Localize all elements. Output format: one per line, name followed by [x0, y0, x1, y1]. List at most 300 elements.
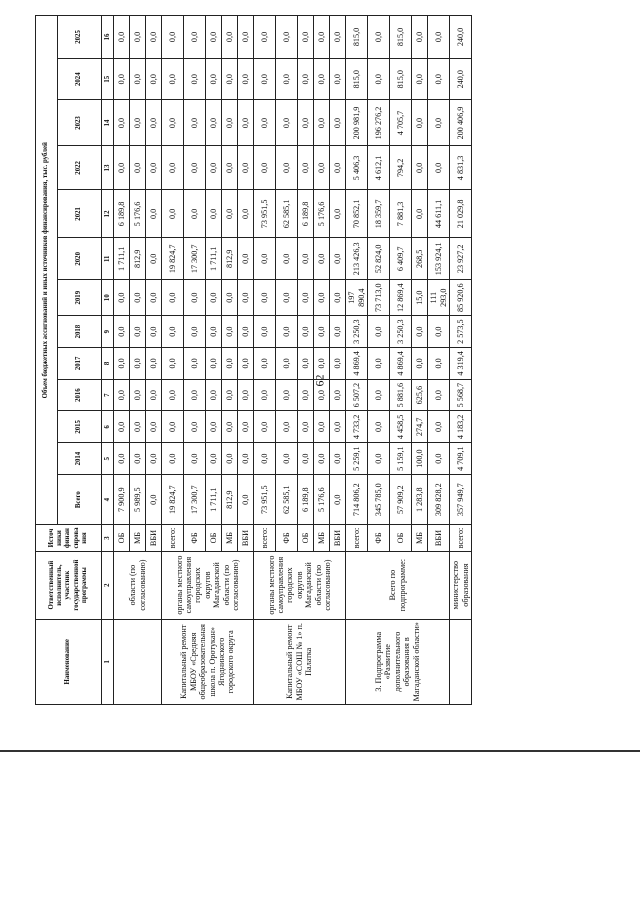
- value-cell: 0,0: [222, 280, 238, 316]
- row-source: ФБ: [368, 525, 390, 551]
- value-cell: 0,0: [238, 280, 254, 316]
- value-cell: 0,0: [162, 16, 184, 59]
- value-cell: 0,0: [412, 100, 428, 146]
- value-cell: 0,0: [222, 411, 238, 443]
- value-cell: 17 300,7: [184, 475, 206, 525]
- value-cell: 0,0: [130, 146, 146, 190]
- value-cell: 12 869,4: [390, 280, 412, 316]
- value-cell: 0,0: [114, 280, 130, 316]
- row-name: [450, 619, 472, 704]
- value-cell: 309 828,2: [428, 475, 450, 525]
- value-cell: 0,0: [298, 316, 314, 348]
- value-cell: 196 276,2: [368, 100, 390, 146]
- value-cell: 0,0: [222, 100, 238, 146]
- value-cell: 0,0: [314, 146, 330, 190]
- header-year-2017: 2017: [58, 348, 102, 380]
- value-cell: 44 611,1: [428, 190, 450, 238]
- value-cell: 0,0: [184, 16, 206, 59]
- column-number: 12: [102, 190, 114, 238]
- value-cell: 0,0: [184, 316, 206, 348]
- value-cell: 0,0: [298, 379, 314, 411]
- value-cell: 0,0: [238, 411, 254, 443]
- value-cell: 0,0: [314, 280, 330, 316]
- value-cell: 0,0: [330, 475, 346, 525]
- value-cell: 0,0: [298, 146, 314, 190]
- value-cell: 0,0: [206, 58, 222, 100]
- table-row: [346, 16, 368, 705]
- value-cell: 1 711,1: [114, 238, 130, 280]
- column-number: 11: [102, 238, 114, 280]
- value-cell: 0,0: [428, 316, 450, 348]
- value-cell: 6 189,8: [114, 190, 130, 238]
- value-cell: 0,0: [314, 316, 330, 348]
- value-cell: 0,0: [238, 238, 254, 280]
- value-cell: 100,0: [412, 443, 428, 475]
- value-cell: 0,0: [298, 100, 314, 146]
- row-source: ОБ: [298, 525, 314, 551]
- column-number: 2: [102, 551, 114, 619]
- value-cell: 0,0: [146, 238, 162, 280]
- row-source: ВБИ: [330, 525, 346, 551]
- value-cell: 0,0: [368, 16, 390, 59]
- value-cell: 0,0: [428, 100, 450, 146]
- value-cell: 0,0: [222, 379, 238, 411]
- value-cell: 0,0: [184, 280, 206, 316]
- value-cell: 21 029,8: [450, 190, 472, 238]
- column-number: 6: [102, 411, 114, 443]
- funding-table: [35, 15, 472, 705]
- value-cell: 0,0: [254, 146, 276, 190]
- value-cell: 0,0: [114, 348, 130, 380]
- value-cell: 213 426,3: [346, 238, 368, 280]
- value-cell: 0,0: [314, 443, 330, 475]
- value-cell: 0,0: [330, 280, 346, 316]
- row-executor: области (по согласованию): [114, 551, 162, 619]
- value-cell: 0,0: [162, 280, 184, 316]
- value-cell: 200 406,9: [450, 100, 472, 146]
- value-cell: 6 409,7: [390, 238, 412, 280]
- value-cell: 0,0: [130, 100, 146, 146]
- row-source: ВБИ: [238, 525, 254, 551]
- header-year-2019: 2019: [58, 280, 102, 316]
- value-cell: 15,0: [412, 280, 428, 316]
- value-cell: 0,0: [276, 100, 298, 146]
- value-cell: 7 900,9: [114, 475, 130, 525]
- value-cell: 2 573,5: [450, 316, 472, 348]
- value-cell: 0,0: [206, 146, 222, 190]
- column-number: 13: [102, 146, 114, 190]
- row-name: Капитальный ремонт МБОУ «Средняя общеобразовательная школа п. Оротукан» Ягоднинского городского округа: [162, 619, 254, 704]
- value-cell: 0,0: [130, 348, 146, 380]
- value-cell: 5 176,6: [314, 475, 330, 525]
- value-cell: 7 881,3: [390, 190, 412, 238]
- value-cell: 0,0: [206, 316, 222, 348]
- value-cell: 0,0: [276, 443, 298, 475]
- value-cell: 0,0: [428, 146, 450, 190]
- value-cell: 0,0: [314, 348, 330, 380]
- value-cell: 111 293,0: [428, 280, 450, 316]
- value-cell: 0,0: [206, 443, 222, 475]
- row-name: Капитальный ремонт МБОУ «СОШ № 1» п. Палатка: [254, 619, 346, 704]
- column-number: 16: [102, 16, 114, 59]
- header-year-2015: 2015: [58, 411, 102, 443]
- value-cell: 274,7: [412, 411, 428, 443]
- value-cell: 0,0: [206, 379, 222, 411]
- value-cell: 0,0: [254, 16, 276, 59]
- table-row: [162, 16, 184, 705]
- table-row: [254, 16, 276, 705]
- value-cell: 0,0: [184, 379, 206, 411]
- value-cell: 0,0: [162, 348, 184, 380]
- value-cell: 0,0: [184, 190, 206, 238]
- row-source: ФБ: [184, 525, 206, 551]
- value-cell: 240,0: [450, 58, 472, 100]
- value-cell: 815,0: [390, 16, 412, 59]
- value-cell: 714 806,2: [346, 475, 368, 525]
- header-year-2025: 2025: [58, 16, 102, 59]
- value-cell: 1 711,1: [206, 238, 222, 280]
- value-cell: 197 890,4: [346, 280, 368, 316]
- value-cell: 85 920,6: [450, 280, 472, 316]
- value-cell: 0,0: [428, 379, 450, 411]
- value-cell: 18 359,7: [368, 190, 390, 238]
- value-cell: 0,0: [162, 379, 184, 411]
- value-cell: 0,0: [146, 443, 162, 475]
- value-cell: 0,0: [114, 379, 130, 411]
- value-cell: 0,0: [206, 100, 222, 146]
- value-cell: 625,6: [412, 379, 428, 411]
- value-cell: 57 909,2: [390, 475, 412, 525]
- value-cell: 5 176,6: [130, 190, 146, 238]
- value-cell: 0,0: [254, 443, 276, 475]
- value-cell: 815,0: [390, 58, 412, 100]
- value-cell: 0,0: [276, 411, 298, 443]
- value-cell: 0,0: [184, 348, 206, 380]
- value-cell: 0,0: [298, 348, 314, 380]
- value-cell: 0,0: [114, 100, 130, 146]
- value-cell: 0,0: [368, 379, 390, 411]
- value-cell: 0,0: [330, 100, 346, 146]
- value-cell: 4 458,5: [390, 411, 412, 443]
- value-cell: 4 869,4: [346, 348, 368, 380]
- value-cell: 0,0: [222, 58, 238, 100]
- value-cell: 0,0: [428, 443, 450, 475]
- value-cell: 0,0: [298, 238, 314, 280]
- value-cell: 0,0: [238, 146, 254, 190]
- horizontal-rule: [0, 750, 640, 752]
- row-source: ОБ: [114, 525, 130, 551]
- value-cell: 5 259,1: [346, 443, 368, 475]
- value-cell: 0,0: [206, 411, 222, 443]
- value-cell: 0,0: [114, 443, 130, 475]
- value-cell: 0,0: [130, 316, 146, 348]
- value-cell: 0,0: [276, 146, 298, 190]
- column-number: 3: [102, 525, 114, 551]
- value-cell: 0,0: [330, 443, 346, 475]
- value-cell: 0,0: [254, 100, 276, 146]
- row-source: МБ: [412, 525, 428, 551]
- row-source: всего:: [162, 525, 184, 551]
- value-cell: 0,0: [238, 348, 254, 380]
- value-cell: 0,0: [368, 411, 390, 443]
- value-cell: 0,0: [276, 238, 298, 280]
- value-cell: 5 989,5: [130, 475, 146, 525]
- value-cell: 0,0: [412, 146, 428, 190]
- value-cell: 0,0: [206, 190, 222, 238]
- value-cell: 0,0: [276, 316, 298, 348]
- column-number: 5: [102, 443, 114, 475]
- row-source: всего:: [346, 525, 368, 551]
- value-cell: 268,5: [412, 238, 428, 280]
- page-number: 62: [312, 374, 327, 387]
- row-source: всего:: [450, 525, 472, 551]
- value-cell: 0,0: [330, 379, 346, 411]
- value-cell: 6 507,2: [346, 379, 368, 411]
- header-year-2014: 2014: [58, 443, 102, 475]
- value-cell: 0,0: [114, 16, 130, 59]
- row-name: [114, 619, 162, 704]
- value-cell: 0,0: [412, 58, 428, 100]
- value-cell: 0,0: [254, 411, 276, 443]
- value-cell: 0,0: [428, 348, 450, 380]
- value-cell: 0,0: [330, 411, 346, 443]
- value-cell: 794,2: [390, 146, 412, 190]
- value-cell: 0,0: [330, 190, 346, 238]
- value-cell: 0,0: [222, 443, 238, 475]
- value-cell: 3 250,3: [390, 316, 412, 348]
- rotated-table-wrapper: [35, 15, 472, 705]
- value-cell: 0,0: [222, 16, 238, 59]
- value-cell: 0,0: [162, 146, 184, 190]
- value-cell: 0,0: [276, 16, 298, 59]
- value-cell: 0,0: [412, 316, 428, 348]
- header-year-2023: 2023: [58, 100, 102, 146]
- value-cell: 812,9: [222, 475, 238, 525]
- value-cell: 0,0: [254, 58, 276, 100]
- value-cell: 5 176,6: [314, 190, 330, 238]
- value-cell: 4 183,2: [450, 411, 472, 443]
- value-cell: 4 612,1: [368, 146, 390, 190]
- value-cell: 19 824,7: [162, 475, 184, 525]
- value-cell: 4 831,3: [450, 146, 472, 190]
- value-cell: 0,0: [162, 190, 184, 238]
- value-cell: 0,0: [330, 316, 346, 348]
- column-number: 1: [102, 619, 114, 704]
- value-cell: 0,0: [254, 316, 276, 348]
- header-funding-title: Объем бюджетных ассигнований и иных источников финансирования, тыс. рублей: [36, 16, 58, 525]
- value-cell: 70 852,1: [346, 190, 368, 238]
- value-cell: 0,0: [162, 443, 184, 475]
- header-year-total: Всего: [58, 475, 102, 525]
- value-cell: 4 705,7: [390, 100, 412, 146]
- table-body: [102, 16, 472, 705]
- value-cell: 0,0: [162, 100, 184, 146]
- row-source: ВБИ: [428, 525, 450, 551]
- value-cell: 0,0: [412, 348, 428, 380]
- value-cell: 0,0: [412, 190, 428, 238]
- value-cell: 0,0: [330, 58, 346, 100]
- value-cell: 4 869,4: [390, 348, 412, 380]
- row-executor: Всего по подпрограмме:: [346, 551, 450, 619]
- value-cell: 4 709,1: [450, 443, 472, 475]
- value-cell: 0,0: [130, 16, 146, 59]
- value-cell: 0,0: [146, 316, 162, 348]
- value-cell: 0,0: [184, 411, 206, 443]
- value-cell: 0,0: [314, 58, 330, 100]
- header-year-2022: 2022: [58, 146, 102, 190]
- value-cell: 0,0: [254, 379, 276, 411]
- value-cell: 19 824,7: [162, 238, 184, 280]
- value-cell: 0,0: [330, 146, 346, 190]
- value-cell: 0,0: [184, 146, 206, 190]
- value-cell: 5 881,6: [390, 379, 412, 411]
- value-cell: 345 785,0: [368, 475, 390, 525]
- value-cell: 4 319,4: [450, 348, 472, 380]
- header-year-2016: 2016: [58, 379, 102, 411]
- row-source: МБ: [130, 525, 146, 551]
- column-number: 10: [102, 280, 114, 316]
- value-cell: 62 585,1: [276, 190, 298, 238]
- header-executor: Ответственный исполнитель, участник государственной программы: [36, 551, 102, 619]
- value-cell: 1 283,8: [412, 475, 428, 525]
- value-cell: 0,0: [146, 100, 162, 146]
- value-cell: 0,0: [298, 443, 314, 475]
- value-cell: 0,0: [162, 316, 184, 348]
- value-cell: 0,0: [114, 58, 130, 100]
- value-cell: 0,0: [238, 100, 254, 146]
- value-cell: 6 189,8: [298, 190, 314, 238]
- value-cell: 0,0: [114, 316, 130, 348]
- row-executor: органы местного самоуправления городских округов Магаданской области (по согласованию): [162, 551, 254, 619]
- value-cell: 0,0: [254, 348, 276, 380]
- column-number: 4: [102, 475, 114, 525]
- value-cell: 0,0: [146, 411, 162, 443]
- value-cell: 0,0: [130, 379, 146, 411]
- value-cell: 0,0: [130, 443, 146, 475]
- value-cell: 4 733,2: [346, 411, 368, 443]
- value-cell: 0,0: [162, 411, 184, 443]
- row-executor: органы местного самоуправления городских округов Магаданской области (по согласованию): [254, 551, 346, 619]
- value-cell: 0,0: [314, 411, 330, 443]
- value-cell: 0,0: [238, 475, 254, 525]
- header-source: Источники финансирования: [36, 525, 102, 551]
- value-cell: 23 927,2: [450, 238, 472, 280]
- value-cell: 0,0: [314, 100, 330, 146]
- header-year-2021: 2021: [58, 190, 102, 238]
- value-cell: 0,0: [222, 190, 238, 238]
- value-cell: 0,0: [276, 348, 298, 380]
- value-cell: 200 981,9: [346, 100, 368, 146]
- value-cell: 0,0: [428, 411, 450, 443]
- value-cell: 5 406,3: [346, 146, 368, 190]
- column-number: 7: [102, 379, 114, 411]
- row-source: МБ: [222, 525, 238, 551]
- value-cell: 0,0: [254, 280, 276, 316]
- value-cell: 0,0: [368, 58, 390, 100]
- value-cell: 0,0: [428, 16, 450, 59]
- value-cell: 62 585,1: [276, 475, 298, 525]
- value-cell: 0,0: [238, 316, 254, 348]
- value-cell: 0,0: [276, 379, 298, 411]
- value-cell: 0,0: [114, 411, 130, 443]
- header-year-2020: 2020: [58, 238, 102, 280]
- value-cell: 0,0: [184, 58, 206, 100]
- value-cell: 0,0: [184, 100, 206, 146]
- value-cell: 0,0: [184, 443, 206, 475]
- value-cell: 815,0: [346, 16, 368, 59]
- row-source: ФБ: [276, 525, 298, 551]
- value-cell: 0,0: [330, 238, 346, 280]
- row-source: ОБ: [206, 525, 222, 551]
- value-cell: 153 924,1: [428, 238, 450, 280]
- row-source: ВБИ: [146, 525, 162, 551]
- value-cell: 6 189,8: [298, 475, 314, 525]
- value-cell: 0,0: [146, 379, 162, 411]
- value-cell: 0,0: [162, 58, 184, 100]
- value-cell: 815,0: [346, 58, 368, 100]
- value-cell: 0,0: [222, 348, 238, 380]
- value-cell: 52 824,0: [368, 238, 390, 280]
- value-cell: 0,0: [146, 58, 162, 100]
- value-cell: 17 300,7: [184, 238, 206, 280]
- value-cell: 0,0: [238, 16, 254, 59]
- row-source: ОБ: [390, 525, 412, 551]
- value-cell: 0,0: [254, 238, 276, 280]
- value-cell: 0,0: [412, 16, 428, 59]
- value-cell: 0,0: [368, 443, 390, 475]
- value-cell: 0,0: [130, 280, 146, 316]
- row-source: МБ: [314, 525, 330, 551]
- table-row: [114, 16, 130, 705]
- value-cell: 0,0: [298, 411, 314, 443]
- row-source: всего:: [254, 525, 276, 551]
- header-year-2018: 2018: [58, 316, 102, 348]
- value-cell: 812,9: [222, 238, 238, 280]
- value-cell: 0,0: [146, 190, 162, 238]
- value-cell: 0,0: [368, 348, 390, 380]
- value-cell: 5 159,1: [390, 443, 412, 475]
- value-cell: 0,0: [276, 280, 298, 316]
- value-cell: 0,0: [238, 379, 254, 411]
- column-number: 15: [102, 58, 114, 100]
- value-cell: 0,0: [114, 146, 130, 190]
- value-cell: 0,0: [238, 190, 254, 238]
- value-cell: 0,0: [298, 58, 314, 100]
- value-cell: 0,0: [206, 280, 222, 316]
- value-cell: 73 951,5: [254, 190, 276, 238]
- value-cell: 0,0: [330, 16, 346, 59]
- value-cell: 0,0: [130, 58, 146, 100]
- value-cell: 0,0: [314, 16, 330, 59]
- column-number: 8: [102, 348, 114, 380]
- row-executor: министерство образования: [450, 551, 472, 619]
- value-cell: 0,0: [368, 316, 390, 348]
- value-cell: 0,0: [314, 379, 330, 411]
- value-cell: 357 949,7: [450, 475, 472, 525]
- value-cell: 0,0: [238, 58, 254, 100]
- value-cell: 0,0: [206, 16, 222, 59]
- value-cell: 73 713,0: [368, 280, 390, 316]
- value-cell: 0,0: [146, 475, 162, 525]
- value-cell: 812,9: [130, 238, 146, 280]
- value-cell: 0,0: [276, 58, 298, 100]
- value-cell: 0,0: [428, 58, 450, 100]
- header-name: Наименование: [36, 619, 102, 704]
- value-cell: 73 951,5: [254, 475, 276, 525]
- value-cell: 0,0: [130, 411, 146, 443]
- header-year-2024: 2024: [58, 58, 102, 100]
- value-cell: 0,0: [146, 16, 162, 59]
